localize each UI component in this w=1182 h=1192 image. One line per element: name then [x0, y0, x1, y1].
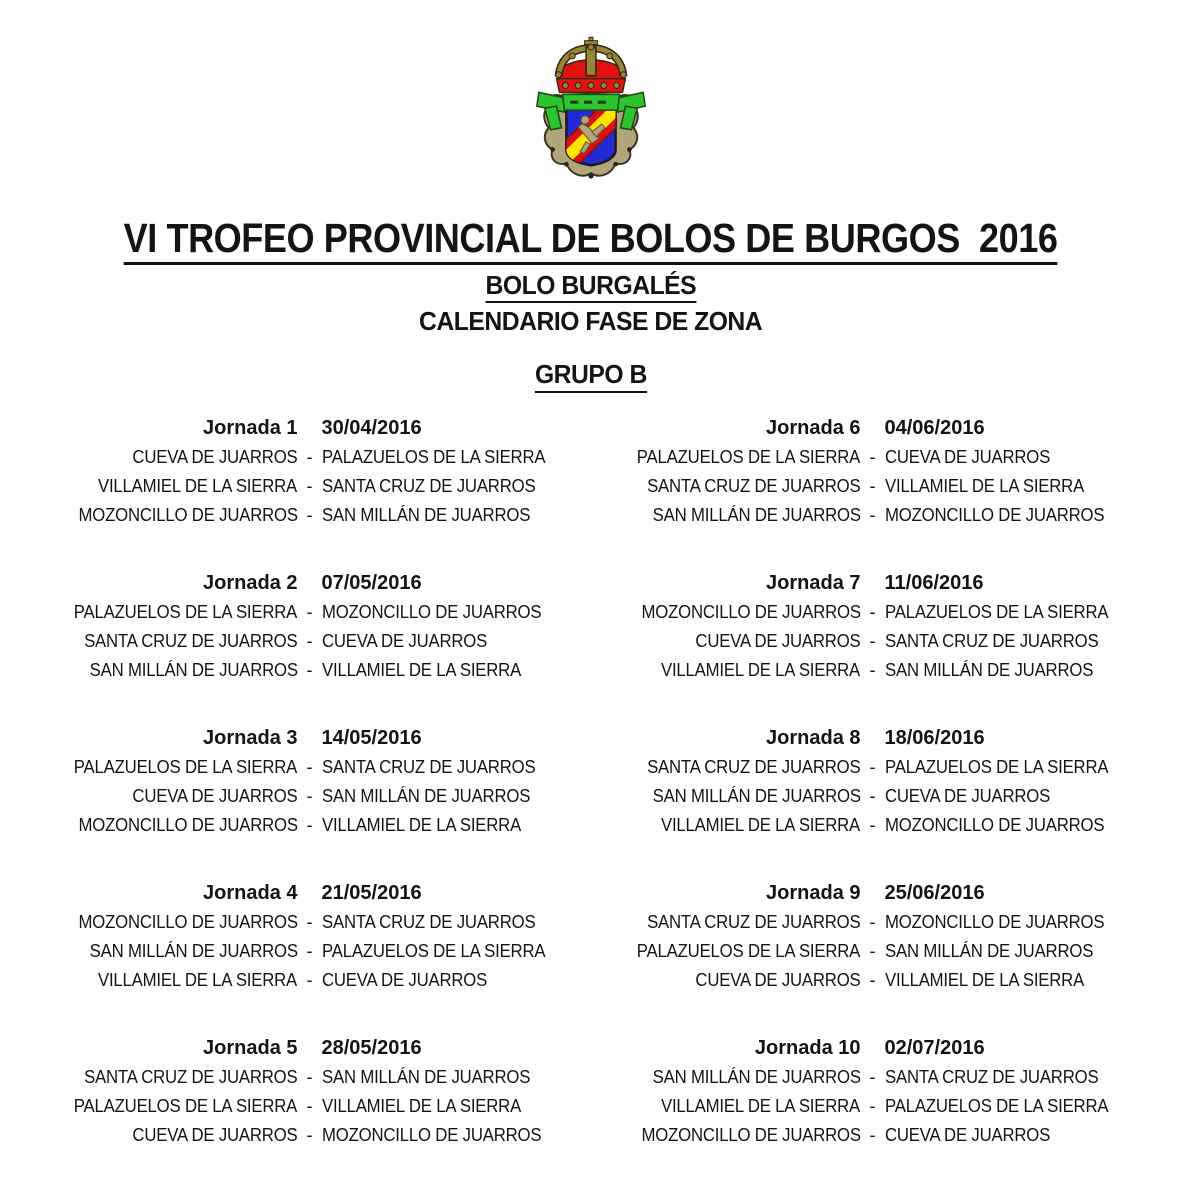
home-team: SANTA CRUZ DE JUARROS	[84, 631, 298, 652]
home-team: VILLAMIEL DE LA SIERRA	[98, 476, 298, 497]
jornada-block	[39, 414, 580, 530]
calendar-subtitle: CALENDARIO FASE DE ZONA	[419, 306, 763, 337]
match-row	[602, 1121, 1143, 1150]
match-row	[602, 782, 1143, 811]
home-team: SAN MILLÁN DE JUARROS	[652, 786, 861, 807]
jornada-date: 30/04/2016	[321, 417, 422, 440]
header-spacer	[298, 879, 322, 908]
home-team: SANTA CRUZ DE JUARROS	[84, 1067, 298, 1088]
header-spacer	[298, 569, 322, 598]
discipline-subtitle: BOLO BURGALÉS	[486, 270, 697, 303]
separator-dash: -	[306, 602, 313, 623]
federation-crest-logo	[527, 33, 655, 201]
match-row	[39, 753, 580, 782]
separator-dash: -	[869, 631, 876, 652]
match-row	[39, 472, 580, 501]
match-row	[39, 782, 580, 811]
match-row	[602, 1063, 1143, 1092]
separator-dash: -	[869, 970, 876, 991]
separator-dash: -	[869, 786, 876, 807]
match-row	[602, 753, 1143, 782]
away-team: SANTA CRUZ DE JUARROS	[321, 476, 535, 497]
jornada-header	[602, 879, 1143, 908]
home-team: CUEVA DE JUARROS	[132, 1125, 298, 1146]
home-team: SANTA CRUZ DE JUARROS	[647, 476, 861, 497]
match-row	[39, 598, 580, 627]
home-team: CUEVA DE JUARROS	[695, 970, 861, 991]
home-team: SANTA CRUZ DE JUARROS	[647, 912, 861, 933]
away-team: MOZONCILLO DE JUARROS	[884, 815, 1104, 836]
jornada-date: 11/06/2016	[884, 572, 984, 595]
jornada-label: Jornada 2	[203, 572, 298, 595]
home-team: MOZONCILLO DE JUARROS	[78, 505, 298, 526]
match-row	[39, 443, 580, 472]
away-team: PALAZUELOS DE LA SIERRA	[884, 1096, 1108, 1117]
jornada-date: 04/06/2016	[884, 417, 985, 440]
away-team: SANTA CRUZ DE JUARROS	[884, 1067, 1098, 1088]
away-team: MOZONCILLO DE JUARROS	[884, 505, 1104, 526]
home-team: CUEVA DE JUARROS	[132, 786, 298, 807]
separator-dash: -	[306, 786, 313, 807]
away-team: VILLAMIEL DE LA SIERRA	[884, 476, 1084, 497]
jornada-block	[39, 724, 580, 840]
jornada-date: 25/06/2016	[884, 882, 985, 905]
page-title: VI TROFEO PROVINCIAL DE BOLOS DE BURGOS 2016	[124, 216, 1058, 265]
separator-dash: -	[306, 505, 313, 526]
match-row	[39, 966, 580, 995]
away-team: SAN MILLÁN DE JUARROS	[884, 660, 1093, 681]
jornada-label: Jornada 9	[766, 882, 861, 905]
away-team: VILLAMIEL DE LA SIERRA	[321, 660, 521, 681]
jornada-label: Jornada 3	[203, 727, 298, 750]
jornada-label: Jornada 6	[766, 417, 861, 440]
away-team: CUEVA DE JUARROS	[884, 1125, 1050, 1146]
match-row	[602, 598, 1143, 627]
separator-dash: -	[869, 660, 876, 681]
separator-dash: -	[306, 757, 313, 778]
separator-dash: -	[306, 970, 313, 991]
away-team: PALAZUELOS DE LA SIERRA	[884, 757, 1108, 778]
jornada-block	[602, 724, 1143, 840]
home-team: MOZONCILLO DE JUARROS	[641, 602, 861, 623]
jornada-block	[602, 879, 1143, 995]
logo-container	[0, 0, 1182, 206]
home-team: MOZONCILLO DE JUARROS	[78, 912, 298, 933]
separator-dash: -	[306, 1067, 313, 1088]
home-team: PALAZUELOS DE LA SIERRA	[74, 757, 298, 778]
match-row	[602, 908, 1143, 937]
match-row	[602, 472, 1143, 501]
match-row	[39, 811, 580, 840]
home-team: PALAZUELOS DE LA SIERRA	[637, 447, 861, 468]
separator-dash: -	[869, 912, 876, 933]
separator-dash: -	[869, 1096, 876, 1117]
home-team: VILLAMIEL DE LA SIERRA	[98, 970, 298, 991]
separator-dash: -	[306, 1125, 313, 1146]
match-row	[602, 937, 1143, 966]
jornada-header	[39, 879, 580, 908]
separator-dash: -	[869, 1067, 876, 1088]
match-row	[39, 908, 580, 937]
away-team: SAN MILLÁN DE JUARROS	[884, 941, 1093, 962]
match-row	[602, 1092, 1143, 1121]
jornada-date: 18/06/2016	[884, 727, 985, 750]
jornada-header	[602, 724, 1143, 753]
separator-dash: -	[869, 1125, 876, 1146]
header-spacer	[298, 1034, 322, 1063]
header-spacer	[861, 1034, 885, 1063]
home-team: VILLAMIEL DE LA SIERRA	[661, 1096, 861, 1117]
away-team: VILLAMIEL DE LA SIERRA	[884, 970, 1084, 991]
away-team: PALAZUELOS DE LA SIERRA	[884, 602, 1108, 623]
away-team: SAN MILLÁN DE JUARROS	[321, 1067, 530, 1088]
jornada-header	[39, 1034, 580, 1063]
match-row	[602, 966, 1143, 995]
away-team: CUEVA DE JUARROS	[321, 970, 487, 991]
jornada-date: 02/07/2016	[884, 1037, 985, 1060]
away-team: SAN MILLÁN DE JUARROS	[321, 786, 530, 807]
header-spacer	[298, 724, 322, 753]
crown-icon	[556, 37, 627, 92]
jornada-header	[39, 724, 580, 753]
jornada-date: 07/05/2016	[321, 572, 422, 595]
separator-dash: -	[306, 815, 313, 836]
match-row	[39, 627, 580, 656]
home-team: SAN MILLÁN DE JUARROS	[652, 1067, 861, 1088]
jornada-date: 21/05/2016	[321, 882, 422, 905]
match-row	[39, 1121, 580, 1150]
home-team: MOZONCILLO DE JUARROS	[641, 1125, 861, 1146]
away-team: SAN MILLÁN DE JUARROS	[321, 505, 530, 526]
away-team: SANTA CRUZ DE JUARROS	[321, 757, 535, 778]
header-spacer	[861, 724, 885, 753]
separator-dash: -	[869, 815, 876, 836]
away-team: MOZONCILLO DE JUARROS	[321, 602, 541, 623]
jornada-label: Jornada 10	[754, 1037, 861, 1060]
match-row	[39, 937, 580, 966]
jornada-header	[39, 569, 580, 598]
match-row	[602, 627, 1143, 656]
separator-dash: -	[869, 447, 876, 468]
jornada-label: Jornada 5	[203, 1037, 298, 1060]
separator-dash: -	[306, 631, 313, 652]
shield-icon	[560, 102, 623, 165]
jornada-label: Jornada 4	[203, 882, 298, 905]
group-title: GRUPO B	[535, 359, 647, 393]
away-team: CUEVA DE JUARROS	[884, 786, 1050, 807]
jornada-date: 14/05/2016	[321, 727, 422, 750]
header-spacer	[861, 569, 885, 598]
separator-dash: -	[869, 602, 876, 623]
jornada-block	[39, 569, 580, 685]
jornada-block	[39, 879, 580, 995]
home-team: PALAZUELOS DE LA SIERRA	[74, 1096, 298, 1117]
match-row	[602, 811, 1143, 840]
header-spacer	[861, 879, 885, 908]
away-team: PALAZUELOS DE LA SIERRA	[321, 447, 545, 468]
jornada-label: Jornada 7	[766, 572, 861, 595]
away-team: VILLAMIEL DE LA SIERRA	[321, 1096, 521, 1117]
away-team: CUEVA DE JUARROS	[884, 447, 1050, 468]
home-team: VILLAMIEL DE LA SIERRA	[661, 660, 861, 681]
jornada-block	[602, 414, 1143, 530]
match-row	[39, 1063, 580, 1092]
away-team: SANTA CRUZ DE JUARROS	[321, 912, 535, 933]
jornada-header	[39, 414, 580, 443]
separator-dash: -	[869, 505, 876, 526]
jornada-header	[602, 414, 1143, 443]
jornada-label: Jornada 1	[203, 417, 298, 440]
jornada-block	[39, 1034, 580, 1150]
away-team: CUEVA DE JUARROS	[321, 631, 487, 652]
separator-dash: -	[306, 912, 313, 933]
away-team: MOZONCILLO DE JUARROS	[884, 912, 1104, 933]
home-team: PALAZUELOS DE LA SIERRA	[74, 602, 298, 623]
separator-dash: -	[306, 1096, 313, 1117]
separator-dash: -	[306, 476, 313, 497]
home-team: SAN MILLÁN DE JUARROS	[89, 660, 298, 681]
separator-dash: -	[306, 941, 313, 962]
schedule-grid	[39, 414, 1143, 1150]
header-spacer	[861, 414, 885, 443]
header-spacer	[298, 414, 322, 443]
jornada-header	[602, 569, 1143, 598]
separator-dash: -	[306, 447, 313, 468]
separator-dash: -	[306, 660, 313, 681]
jornada-label: Jornada 8	[766, 727, 861, 750]
jornada-block	[602, 1034, 1143, 1150]
separator-dash: -	[869, 476, 876, 497]
home-team: SAN MILLÁN DE JUARROS	[652, 505, 861, 526]
jornada-date: 28/05/2016	[321, 1037, 422, 1060]
match-row	[602, 501, 1143, 530]
home-team: VILLAMIEL DE LA SIERRA	[661, 815, 861, 836]
home-team: CUEVA DE JUARROS	[132, 447, 298, 468]
match-row	[602, 656, 1143, 685]
jornada-header	[602, 1034, 1143, 1063]
away-team: SANTA CRUZ DE JUARROS	[884, 631, 1098, 652]
home-team: MOZONCILLO DE JUARROS	[78, 815, 298, 836]
home-team: SAN MILLÁN DE JUARROS	[89, 941, 298, 962]
match-row	[39, 501, 580, 530]
away-team: PALAZUELOS DE LA SIERRA	[321, 941, 545, 962]
match-row	[39, 656, 580, 685]
separator-dash: -	[869, 941, 876, 962]
home-team: CUEVA DE JUARROS	[695, 631, 861, 652]
home-team: PALAZUELOS DE LA SIERRA	[637, 941, 861, 962]
away-team: VILLAMIEL DE LA SIERRA	[321, 815, 521, 836]
match-row	[39, 1092, 580, 1121]
away-team: MOZONCILLO DE JUARROS	[321, 1125, 541, 1146]
home-team: SANTA CRUZ DE JUARROS	[647, 757, 861, 778]
jornada-block	[602, 569, 1143, 685]
match-row	[602, 443, 1143, 472]
separator-dash: -	[869, 757, 876, 778]
